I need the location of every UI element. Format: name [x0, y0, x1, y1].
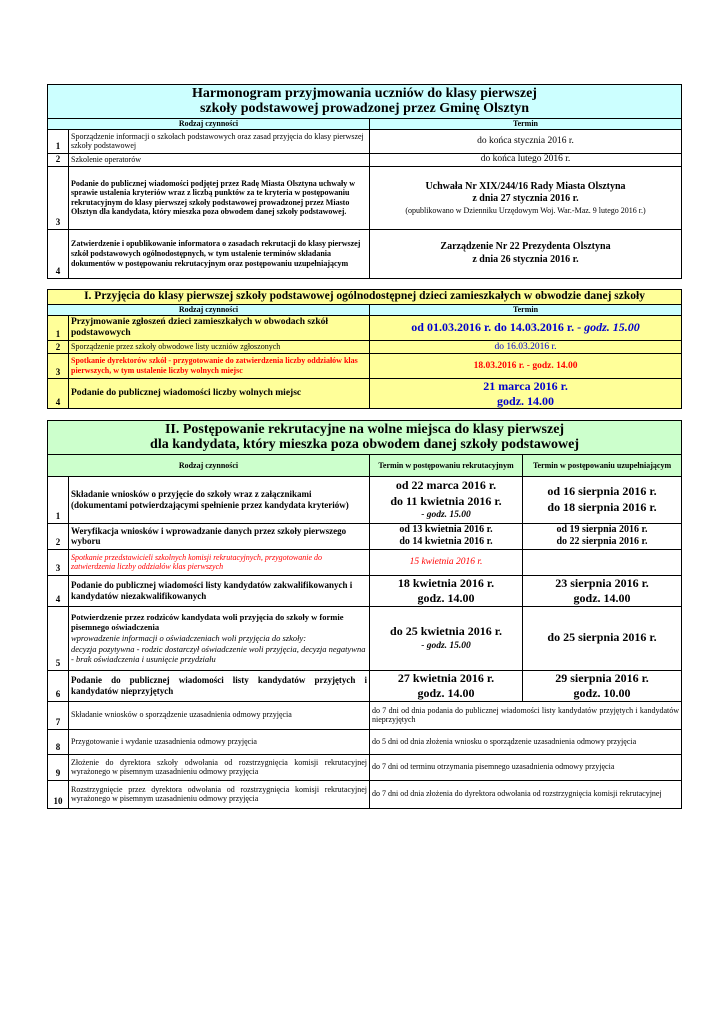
- column-header-term-recruitment: Termin w postępowaniu rekrutacyjnym: [370, 454, 523, 476]
- table-row: 1 Sporządzenie informacji o szkołach podstawowych oraz zasad przyjęcia do klasy pierwszej szkoły podstawowej do końca stycznia 2016 r.: [48, 129, 682, 153]
- column-header-term-supplementary: Termin w postępowaniu uzupełniającym: [523, 454, 682, 476]
- column-header-term: Termin: [370, 305, 682, 316]
- table-row: 6 Podanie do publicznej wiadomości listy kandydatów przyjętych i kandydatów nieprzyjętych 27 kwietnia 2016 r. godz. 14.00 29 sierpnia 2016 r. godz. 10.00: [48, 670, 682, 701]
- schedule-table-district: [47, 289, 682, 409]
- table-row: 7 Składanie wniosków o sporządzenie uzasadnienia odmowy przyjęcia do 7 dni od dnia podania do publicznej wiadomości listy kandydatów przyjętych i kandydatów nieprzyjętych: [48, 701, 682, 729]
- table-row: 1 Składanie wniosków o przyjęcie do szkoły wraz z załącznikami (dokumentami potwierdzającymi spełnienie przez kandydata kryteriów) od 22 marca 2016 r. do 11 kwietnia 2016 r. - godz. 15.00 od 16 sierpnia 2016 r. do 18 sierpnia 2016 r.: [48, 476, 682, 523]
- table-row: 1 Przyjmowanie zgłoszeń dzieci zamieszkałych w obwodach szkół podstawowych od 01.03.2016 r. do 14.03.2016 r. - godz. 15.00: [48, 316, 682, 341]
- table-row: 3 Spotkanie przedstawicieli szkolnych komisji rekrutacyjnych, przygotowanie do zatwierdzenia liczby oddziałów klas pierwszych 15 kwietnia 2016 r.: [48, 549, 682, 575]
- general-table-title: Harmonogram przyjmowania uczniów do klasy pierwszej szkoły podstawowej prowadzonej przez Gminę Olsztyn: [48, 85, 682, 119]
- table-row: 2 Sporządzenie przez szkoły obwodowe listy uczniów zgłoszonych do 16.03.2016 r.: [48, 341, 682, 354]
- table-row: 3 Podanie do publicznej wiadomości podjętej przez Radę Miasta Olsztyna uchwały w sprawie ustalenia kryteriów wraz z liczbą punktów za te kryteria w postępowaniu rekrutacyjnym do klasy pierwszej szkoły podstawowej prowadzonej przez Miasto Olsztyn dla kandydata, który mieszka poza obwodem danej szkoły podstawowej. Uchwała Nr XIX/244/16 Rady Miasta Olsztyna z dnia 27 stycznia 2016 r. (opublikowano w Dzienniku Urzędowym Woj. War.-Maz. 9 lutego 2016 r.): [48, 166, 682, 229]
- table-row: 4 Podanie do publicznej wiadomości liczby wolnych miejsc 21 marca 2016 r. godz. 14.00: [48, 379, 682, 409]
- schedule-table-recruitment: [47, 420, 682, 809]
- table-row: 4 Podanie do publicznej wiadomości listy kandydatów zakwalifikowanych i kandydatów niezakwalifikowanych 18 kwietnia 2016 r. godz. 14.00 23 sierpnia 2016 r. godz. 14.00: [48, 575, 682, 606]
- table-row: 8 Przygotowanie i wydanie uzasadnienia odmowy przyjęcia do 5 dni od dnia złożenia wniosku o sporządzenie uzasadnienia odmowy przyjęcia: [48, 729, 682, 754]
- column-header-activity: Rodzaj czynności: [48, 118, 370, 129]
- table-row: 5 Potwierdzenie przez rodziców kandydata woli przyjęcia do szkoły w formie pisemnego oświadczenia wprowadzenie informacji o oświadczeniach woli przyjęcia do szkoły: decyzja pozytywna - rodzic dostarczył oświadczenie woli przyjęcia, decyzja negatywna - brak oświadczenia i usunięcie przydziału do 25 kwietnia 2016 r. - godz. 15.00 do 25 sierpnia 2016 r.: [48, 606, 682, 670]
- recruitment-table-title: II. Postępowanie rekrutacyjne na wolne miejsca do klasy pierwszej dla kandydata, który mieszka poza obwodem danej szkoły podstawowej: [48, 421, 682, 455]
- table-row: 3 Spotkanie dyrektorów szkół - przygotowanie do zatwierdzenia liczby oddziałów klas pierwszych, w tym ustalenie liczby wolnych miejsc 18.03.2016 r. - godz. 14.00: [48, 354, 682, 379]
- table-row: 2 Weryfikacja wniosków i wprowadzanie danych przez szkoły pierwszego wyboru od 13 kwietnia 2016 r. do 14 kwietnia 2016 r. od 19 sierpnia 2016 r. do 22 sierpnia 2016 r.: [48, 523, 682, 549]
- schedule-table-general: [47, 84, 682, 279]
- table-row: 9 Złożenie do dyrektora szkoły odwołania od rozstrzygnięcia komisji rekrutacyjnej wyrażonego w pisemnym uzasadnieniu odmowy przyjęcia do 7 dni od terminu otrzymania pisemnego uzasadnienia odmowy przyjęcia: [48, 754, 682, 780]
- district-table-title: I. Przyjęcia do klasy pierwszej szkoły podstawowej ogólnodostępnej dzieci zamieszkałych w obwodzie danej szkoły: [48, 290, 682, 305]
- table-row: 4 Zatwierdzenie i opublikowanie informatora o zasadach rekrutacji do klasy pierwszej szkół podstawowych ogólnodostępnych, w tym ustalenie terminów składania dokumentów w postępowaniu rekrutacyjnym oraz postępowaniu uzupełniającym Zarządzenie Nr 22 Prezydenta Olsztyna z dnia 26 stycznia 2016 r.: [48, 229, 682, 278]
- column-header-term: Termin: [370, 118, 682, 129]
- column-header-activity: Rodzaj czynności: [48, 305, 370, 316]
- table-row: 10 Rozstrzygnięcie przez dyrektora odwołania od rozstrzygnięcia komisji rekrutacyjnej wyrażonego w pisemnym uzasadnieniu odmowy przyjęcia do 7 dni od dnia złożenia do dyrektora odwołania od rozstrzygnięcia komisji rekrutacyjnej: [48, 780, 682, 808]
- column-header-activity: Rodzaj czynności: [48, 454, 370, 476]
- table-row: 2 Szkolenie operatorów do końca lutego 2016 r.: [48, 153, 682, 166]
